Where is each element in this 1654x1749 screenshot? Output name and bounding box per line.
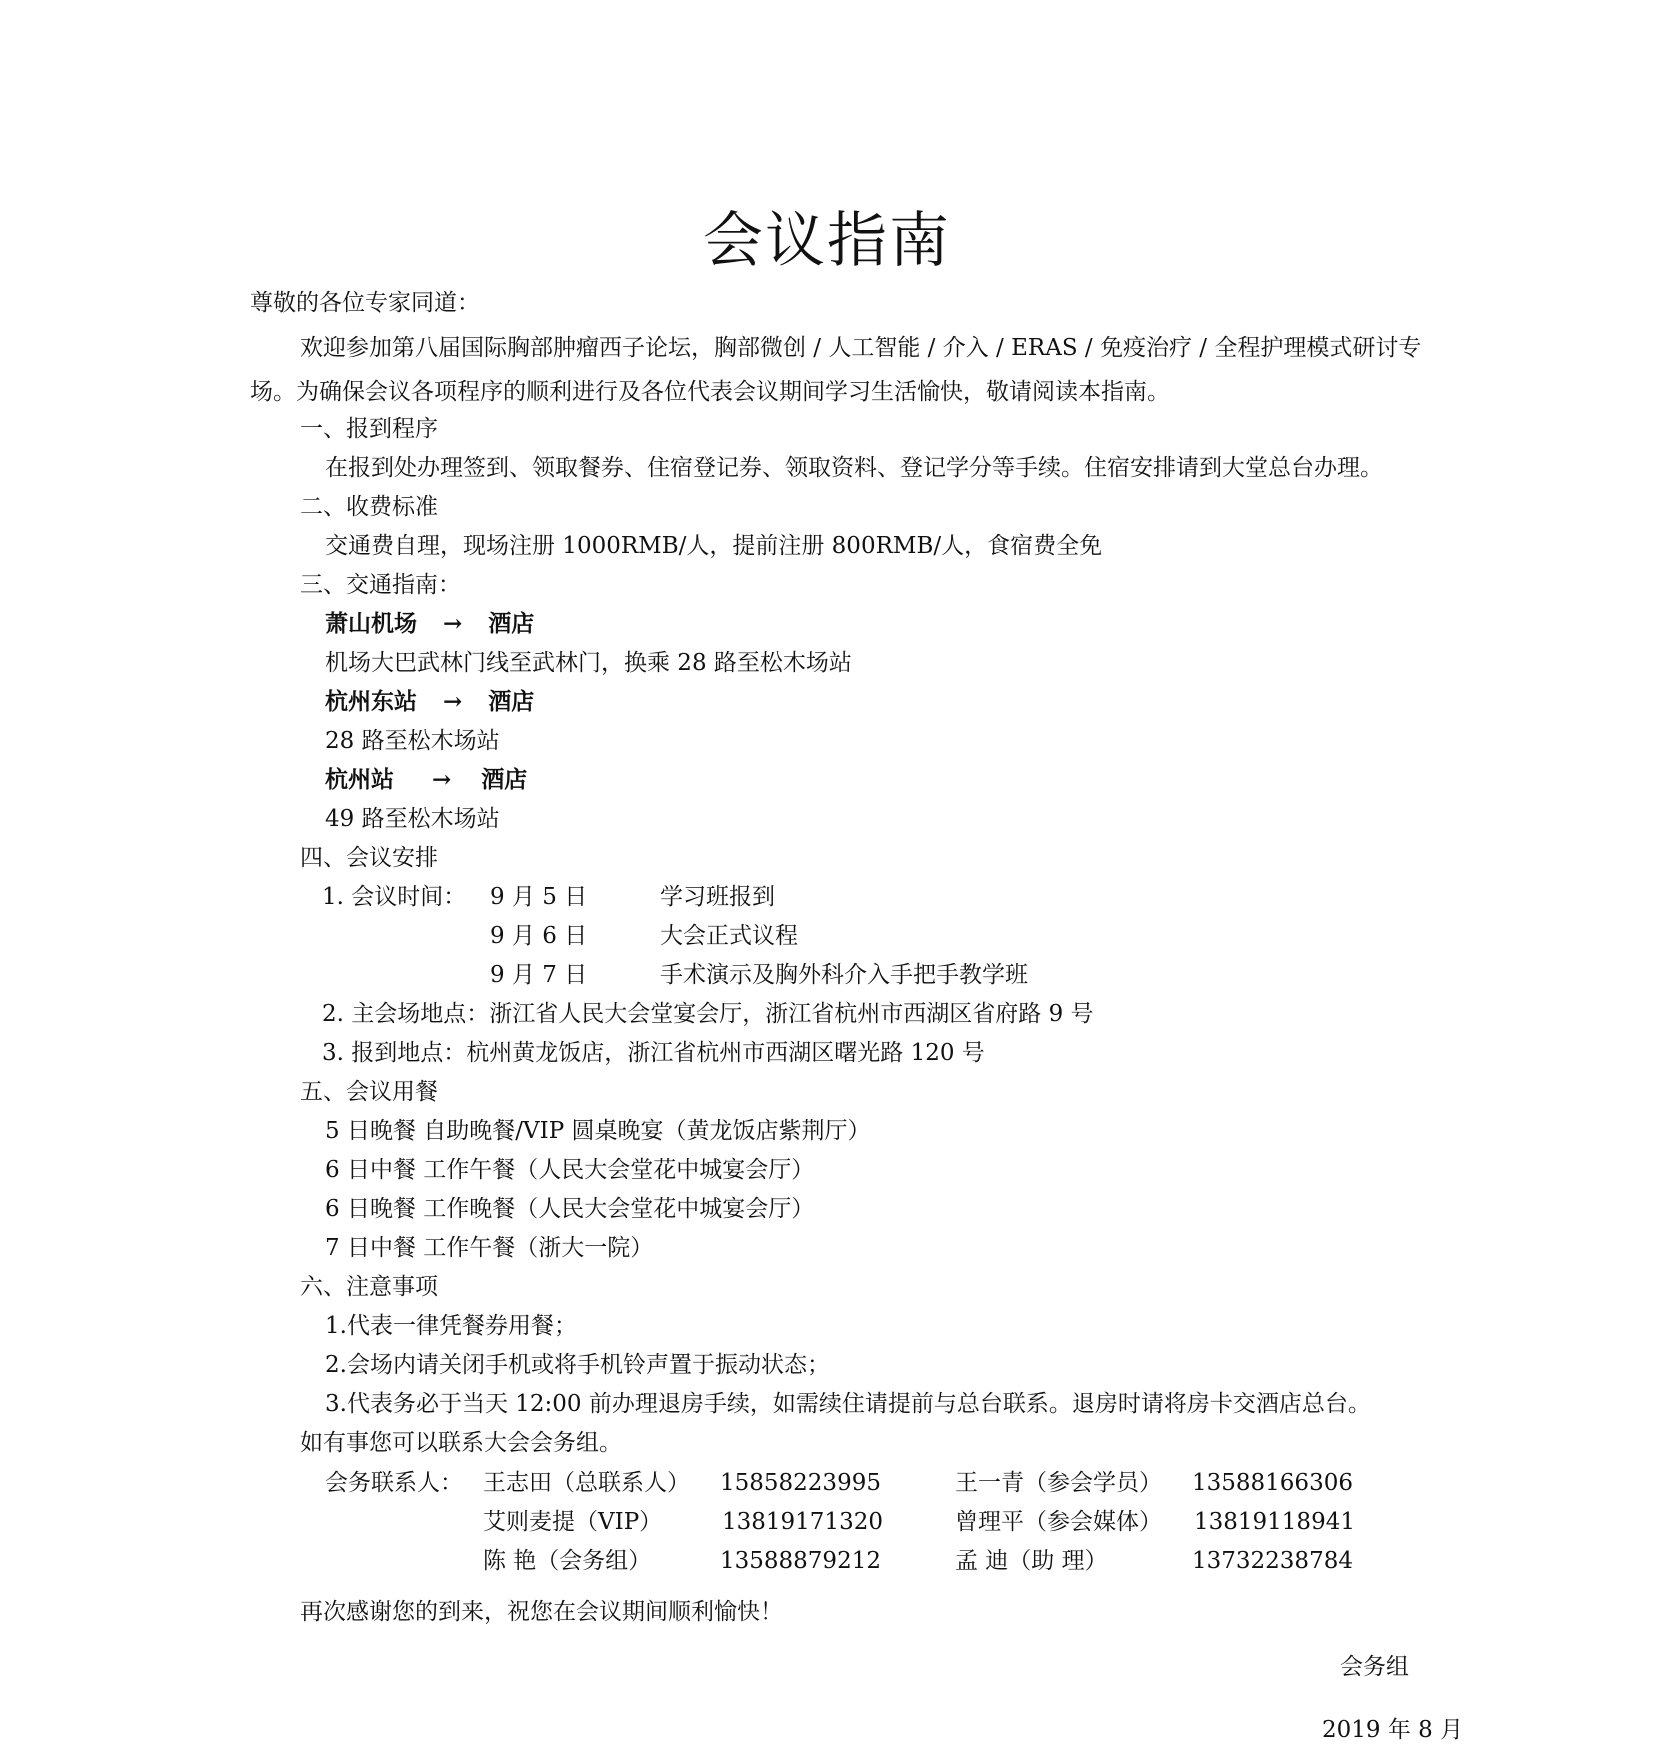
schedule-date: 9 月 7 日 [490, 962, 588, 988]
schedule-date: 9 月 6 日 [490, 923, 588, 949]
schedule-event: 学习班报到 [660, 884, 775, 910]
page-title: 会议指南 [703, 206, 951, 276]
route-detail: 机场大巴武林门线至武林门，换乘 28 路至松木场站 [325, 650, 852, 676]
contact-phone: 13588166306 [1192, 1470, 1353, 1496]
contact-name: 曾理平（参会媒体） [955, 1509, 1162, 1535]
route-from: 杭州东站 [325, 688, 417, 715]
right-arrow-icon: → [443, 610, 463, 637]
right-arrow-icon: → [443, 688, 463, 715]
contact-phone: 13732238784 [1192, 1548, 1353, 1574]
schedule-event: 手术演示及胸外科介入手把手教学班 [660, 962, 1028, 988]
route-heading [325, 765, 527, 795]
closing-text: 再次感谢您的到来，祝您在会议期间顺利愉快！ [300, 1599, 783, 1625]
section-2-text: 交通费自理，现场注册 1000RMB/人，提前注册 800RMB/人，食宿费全免 [325, 533, 1103, 559]
schedule-date: 9 月 5 日 [490, 884, 588, 910]
meal-item: 5 日晚餐 自助晚餐/VIP 圆桌晚宴（黄龙饭店紫荆厅） [325, 1118, 871, 1144]
contact-intro: 如有事您可以联系大会会务组。 [300, 1430, 622, 1456]
route-heading [325, 609, 534, 639]
route-detail: 28 路至松木场站 [325, 728, 500, 754]
signature: 会务组 [1340, 1654, 1409, 1680]
schedule-event: 大会正式议程 [660, 923, 798, 949]
right-arrow-icon: → [432, 766, 452, 793]
document-date: 2019 年 8 月 [1322, 1717, 1464, 1743]
contact-phone: 13588879212 [720, 1548, 881, 1574]
contact-name: 陈 艳（会务组） [483, 1548, 652, 1574]
note-item: 2.会场内请关闭手机或将手机铃声置于振动状态； [325, 1352, 830, 1378]
route-to: 酒店 [481, 766, 528, 793]
route-to: 酒店 [488, 688, 535, 715]
contacts-label: 会务联系人： [325, 1470, 463, 1496]
route-to: 酒店 [488, 610, 535, 637]
schedule-label: 1. 会议时间： [322, 884, 467, 910]
checkin-location: 3. 报到地点：杭州黄龙饭店，浙江省杭州市西湖区曙光路 120 号 [322, 1040, 985, 1066]
contact-name: 孟 迪（助 理） [955, 1548, 1108, 1574]
route-heading [325, 687, 534, 717]
meal-item: 7 日中餐 工作午餐（浙大一院） [325, 1235, 654, 1261]
contact-phone: 15858223995 [720, 1470, 881, 1496]
route-from: 杭州站 [325, 766, 394, 793]
section-3-heading: 三、交通指南： [300, 572, 461, 598]
section-2-heading: 二、收费标准 [300, 494, 438, 520]
route-detail: 49 路至松木场站 [325, 806, 500, 832]
section-1-text: 在报到处办理签到、领取餐券、住宿登记券、领取资料、登记学分等手续。住宿安排请到大堂总台办理。 [325, 455, 1383, 481]
note-item: 3.代表务必于当天 12:00 前办理退房手续，如需续住请提前与总台联系。退房时请将房卡交酒店总台。 [325, 1391, 1371, 1417]
section-5-heading: 五、会议用餐 [300, 1079, 438, 1105]
contact-phone: 13819118941 [1194, 1509, 1355, 1535]
contact-name: 王一青（参会学员） [955, 1470, 1162, 1496]
meal-item: 6 日晚餐 工作晚餐（人民大会堂花中城宴会厅） [325, 1196, 815, 1222]
venue: 2. 主会场地点：浙江省人民大会堂宴会厅，浙江省杭州市西湖区省府路 9 号 [322, 1001, 1094, 1027]
contact-name: 艾则麦提（VIP） [483, 1509, 663, 1535]
section-4-heading: 四、会议安排 [300, 845, 438, 871]
intro-line-1: 欢迎参加第八届国际胸部肿瘤西子论坛，胸部微创 / 人工智能 / 介入 / ERAS / 免疫治疗 / 全程护理模式研讨专 [300, 335, 1422, 361]
contact-phone: 13819171320 [722, 1509, 883, 1535]
section-6-heading: 六、注意事项 [300, 1274, 438, 1300]
section-1-heading: 一、报到程序 [300, 416, 438, 442]
route-from: 萧山机场 [325, 610, 417, 637]
salutation: 尊敬的各位专家同道： [250, 290, 480, 316]
contact-name: 王志田（总联系人） [483, 1470, 690, 1496]
meal-item: 6 日中餐 工作午餐（人民大会堂花中城宴会厅） [325, 1157, 815, 1183]
intro-line-2: 场。为确保会议各项程序的顺利进行及各位代表会议期间学习生活愉快，敬请阅读本指南。 [250, 379, 1170, 405]
note-item: 1.代表一律凭餐券用餐； [325, 1313, 577, 1339]
